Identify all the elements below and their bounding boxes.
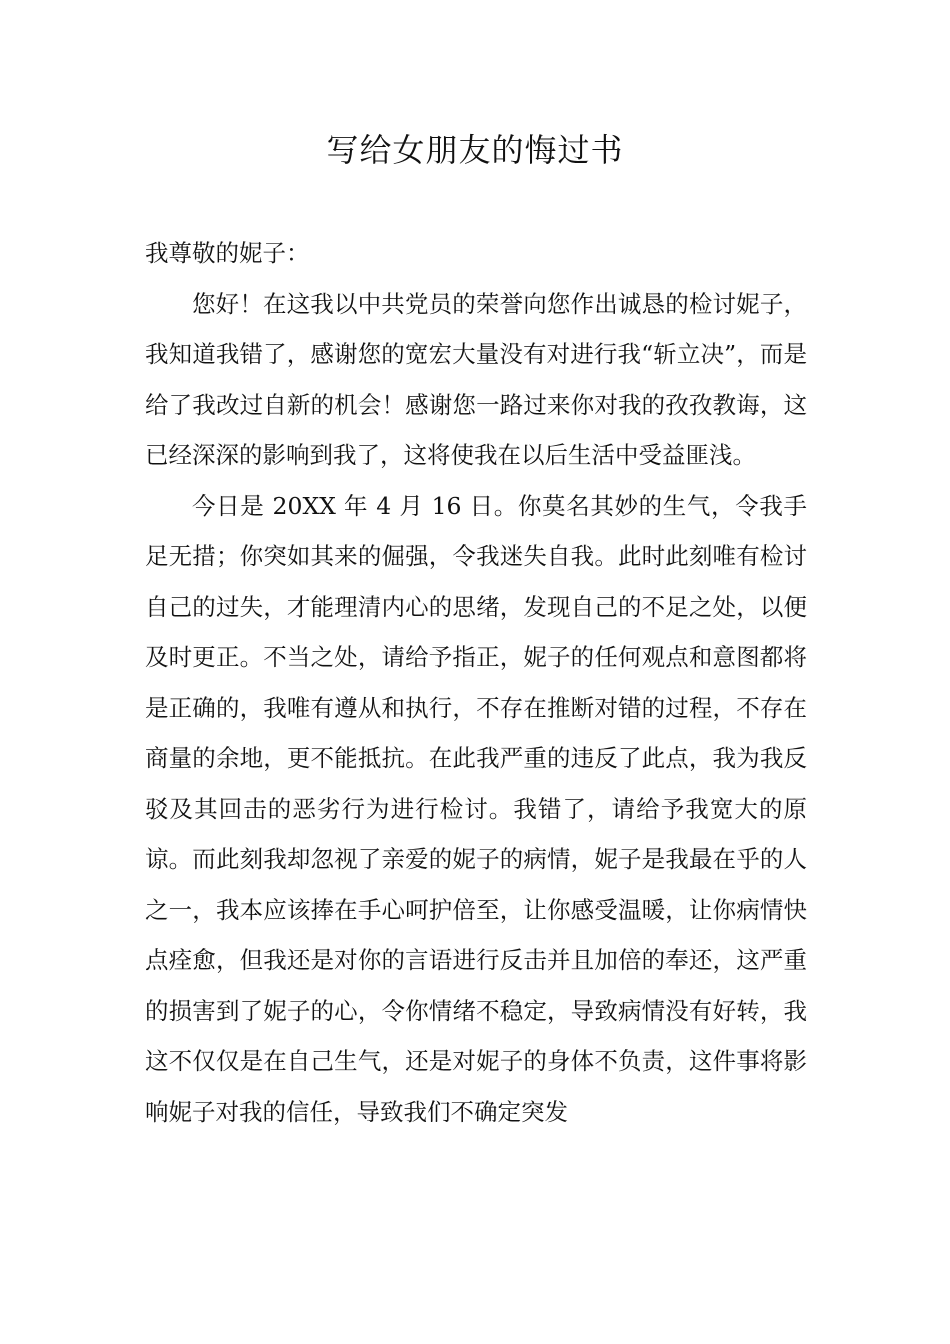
document-title: 写给女朋友的悔过书: [326, 131, 624, 169]
paragraph-1: 您好！在这我以中共党员的荣誉向您作出诚恳的检讨妮子，我知道我错了，感谢您的宽宏大量没有对进行我“斩立决”，而是给了我改过自新的机会！感谢您一路过来你对我的孜孜教诲，这已经深深的影响到我了，这将使我在以后生活中受益匪浅。: [145, 289, 807, 469]
document-body: [145, 228, 807, 1137]
paragraph-2: 今日是 20XX 年 4 月 16 日。你莫名其妙的生气，令我手足无措；你突如其来的倔强，令我迷失自我。此时此刻唯有检讨自己的过失，才能理清内心的思绪，发现自己的不足之处，以便及时更正。不当之处，请给予指正，妮子的任何观点和意图都将是正确的，我唯有遵从和执行，不存在推断对错的过程，不存在商量的余地，更不能抵抗。在此我严重的违反了此点，我为我反驳及其回击的恶劣行为进行检讨。我错了，请给予我宽大的原谅。而此刻我却忽视了亲爱的妮子的病情，妮子是我最在乎的人之一，我本应该捧在手心呵护倍至，让你感受温暖，让你病情快点痊愈，但我还是对你的言语进行反击并且加倍的奉还，这严重的损害到了妮子的心，令你情绪不稳定，导致病情没有好转，我这不仅仅是在自己生气，还是对妮子的身体不负责，这件事将影响妮子对我的信任，导致我们不确定突发: [145, 491, 807, 1126]
salutation: 我尊敬的妮子：: [145, 239, 310, 267]
